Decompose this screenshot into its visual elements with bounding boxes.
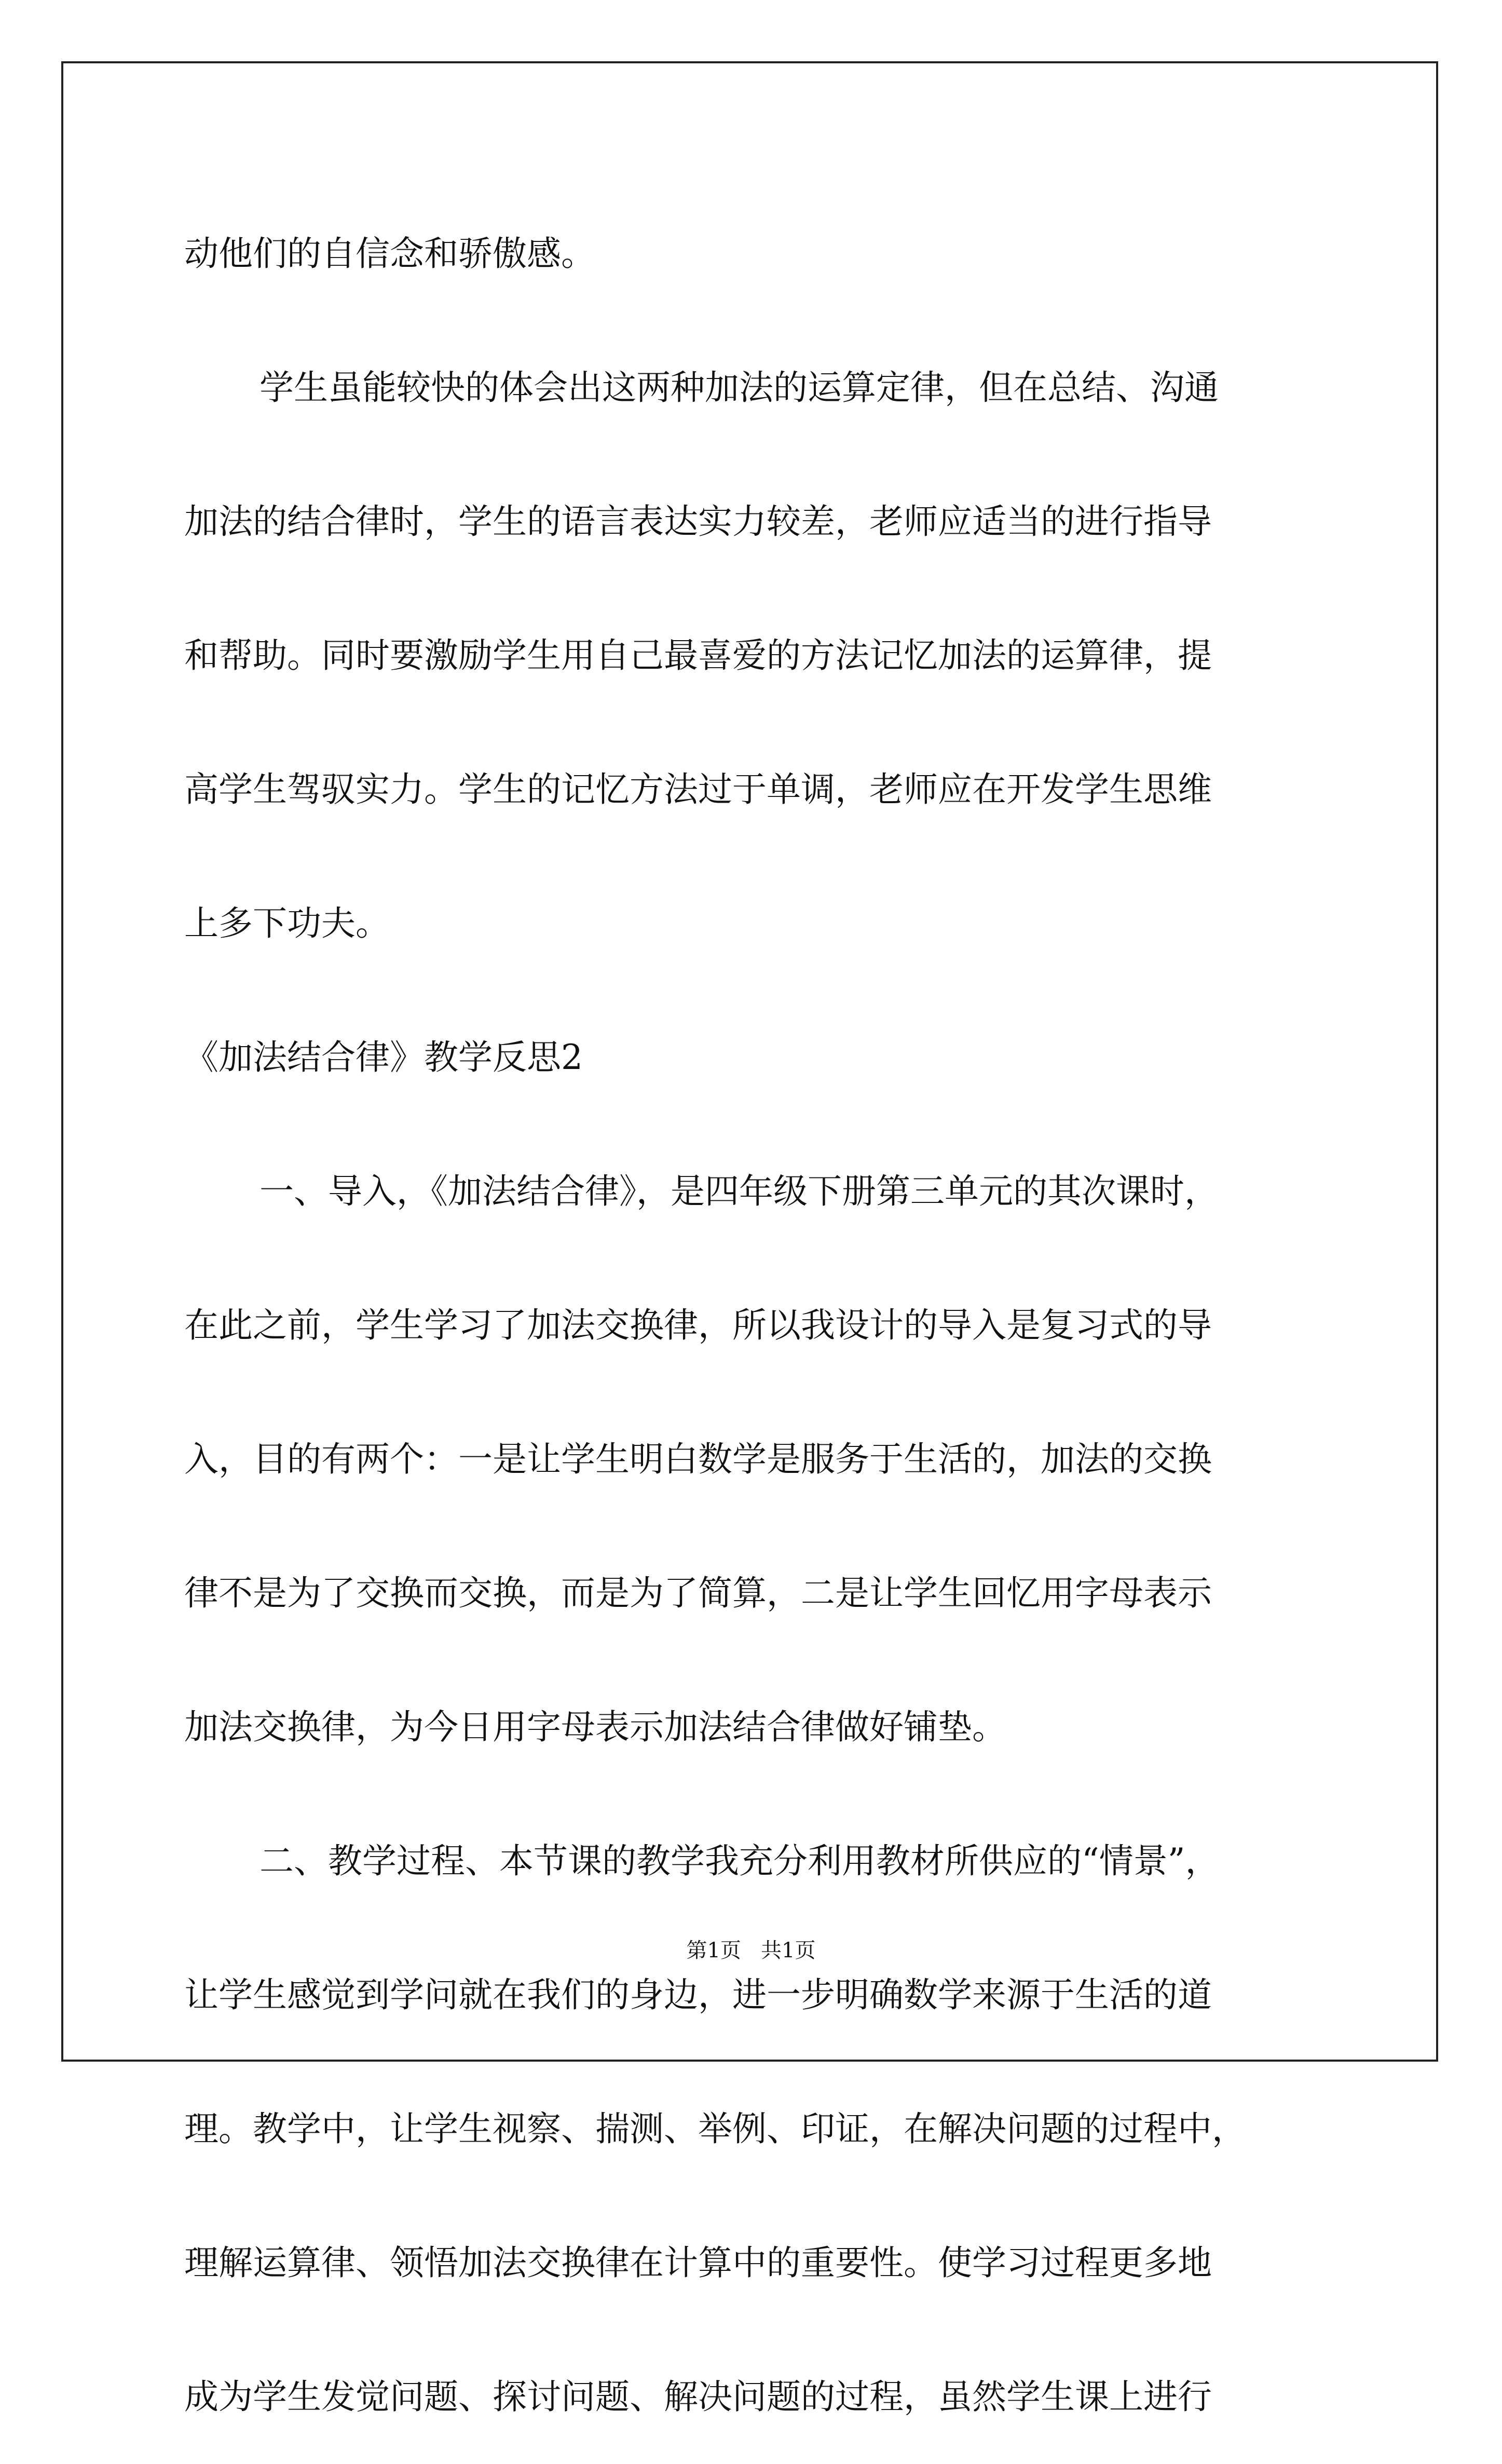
paragraph-line: 律不是为了交换而交换，而是为了简算，二是让学生回忆用字母表示 [184, 1573, 1212, 1613]
paragraph-line: 理。教学中，让学生视察、揣测、举例、印证，在解决问题的过程中， [184, 2109, 1246, 2149]
paragraph-line: 动他们的自信念和骄傲感。 [184, 234, 595, 274]
section-heading: 《加法结合律》教学反思2 [184, 1037, 583, 1077]
document-body [184, 187, 1318, 2464]
paragraph-line: 成为学生发觉问题、探讨问题、解决问题的过程，虽然学生课上进行 [184, 2377, 1212, 2417]
paragraph-line: 理解运算律、领悟加法交换律在计算中的重要性。使学习过程更多地 [184, 2243, 1212, 2283]
paragraph-line: 加法交换律，为今日用字母表示加法结合律做好铺垫。 [184, 1707, 1006, 1747]
paragraph-line: 让学生感觉到学问就在我们的身边，进一步明确数学来源于生活的道 [184, 1975, 1212, 2015]
paragraph-line: 高学生驾驭实力。学生的记忆方法过于单调，老师应在开发学生思维 [184, 769, 1212, 809]
paragraph-line: 和帮助。同时要激励学生用自己最喜爱的方法记忆加法的运算律，提 [184, 635, 1212, 675]
page-footer: 第1页 共1页 [686, 1939, 816, 1962]
paragraph-line: 入，目的有两个：一是让学生明白数学是服务于生活的，加法的交换 [184, 1439, 1212, 1479]
paragraph-line: 在此之前，学生学习了加法交换律，所以我设计的导入是复习式的导 [184, 1305, 1212, 1345]
paragraph-line: 学生虽能较快的体会出这两种加法的运算定律，但在总结、沟通 [260, 368, 1219, 408]
paragraph-line: 加法的结合律时，学生的语言表达实力较差，老师应适当的进行指导 [184, 502, 1212, 541]
paragraph-line: 一、导入，《加法结合律》，是四年级下册第三单元的其次课时， [260, 1171, 1219, 1211]
paragraph-line: 上多下功夫。 [184, 903, 390, 943]
paragraph-line: 二、教学过程、本节课的教学我充分利用教材所供应的“情景”， [260, 1841, 1220, 1881]
